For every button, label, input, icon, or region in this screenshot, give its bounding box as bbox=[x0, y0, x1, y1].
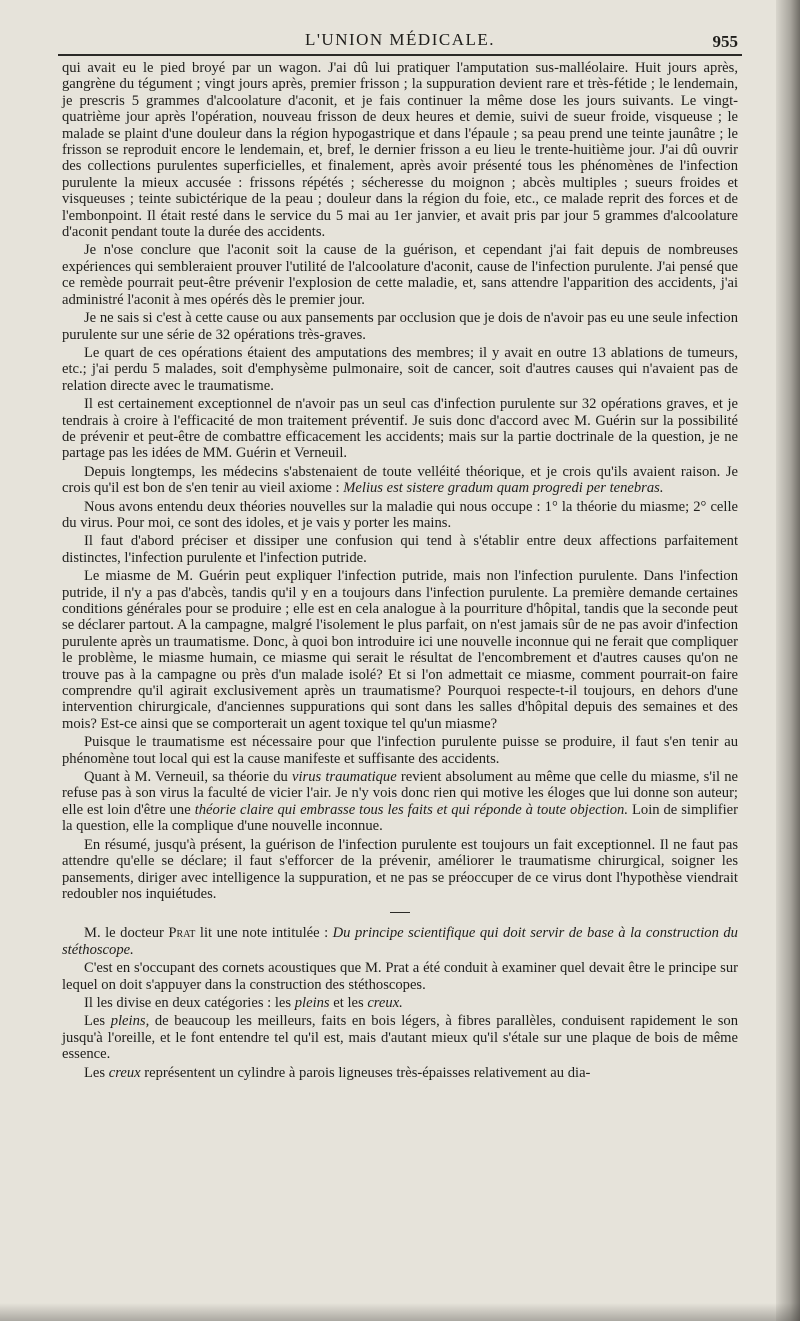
prat-name: Prat bbox=[168, 925, 196, 942]
paragraph-categories bbox=[62, 995, 738, 1011]
paragraph-axiom bbox=[62, 464, 738, 497]
verneuil-e: Loin de simplifier la question, elle la complique d'une nouvelle inconnue. bbox=[62, 801, 738, 835]
axiom-latin: Melius est sistere gradum quam progredi per tenebras. bbox=[343, 480, 664, 497]
journal-title: L'UNION MÉDICALE. bbox=[304, 30, 496, 49]
verneuil-theorie: théorie claire qui embrasse tous les faits et qui réponde à toute objection. bbox=[194, 801, 629, 818]
paragraph-verneuil bbox=[62, 769, 738, 835]
paragraph-miasme: Le miasme de M. Guérin peut expliquer l'infection putride, mais non l'infection purulente. Dans l'infection putride, il n'y a pas d'abcès, tandis qu'il y en a toujours dans l'infection purulente. La première demande certaines conditions générales pour se produire ; elle est en cela analogue à la pourriture d'hôpital, tandis que la seconde peut se déclarer partout. A la campagne, malgré l'isolement le plus parfait, on n'est jamais sûr de ne pas avoir d'infection purulente après un traumatisme. Donc, à quoi bon introduire ici une nouvelle inconnue qui ne ferait que compliquer le problème, le miasme humain, ce miasme qui serait le résultat de l'encombrement et d'autres causes qu'on ne trouve pas à la campagne ou près d'un malade isolé? Et si l'on admettait ce miasme, comment pourrait-on faire comprendre qu'il agirait exclusivement après un traumatisme? Pourquoi respecte-t-il toujours, en dehors d'une intervention chirurgicale, d'anciennes suppurations qui sont dans les salles d'hôpital depuis des semaines et des mois? Est-ce ainsi que se comporterait un agent toxique tel qu'un miasme? bbox=[62, 568, 738, 732]
verneuil-c: revient absolument au même que celle du miasme, s'il ne refuse pas à son virus la faculté de vicier l'air. Je n'y vois donc rien qui motive les éloges que lui donne son auteur; elle est loin d'être une bbox=[62, 769, 738, 818]
prat-title: Du principe scientifique qui doit servir de base à la construction du stéthoscope. bbox=[62, 925, 738, 958]
page-edge-shadow bbox=[776, 0, 800, 1321]
cat-pleins: pleins bbox=[294, 994, 330, 1011]
cat-creux: creux. bbox=[367, 994, 403, 1011]
creux-a: Les bbox=[84, 1064, 109, 1081]
pleins-c: de beaucoup les meilleurs, faits en bois légers, à fibres parallèles, conduisent rapidement le son jusqu'à l'oreille, et le font entendre tel qu'il est, mais d'autant mieux qu'il s'étale sur une plaque de bois de même essence. bbox=[62, 1013, 738, 1063]
creux-word: creux bbox=[108, 1064, 141, 1081]
prat-a: M. le docteur bbox=[84, 925, 169, 942]
axiom-intro: Depuis longtemps, les médecins s'abstenaient de toute velléité théorique, et je crois qu'ils avaient raison. Je crois qu'il est bon de s'en tenir au vieil axiome : bbox=[62, 463, 738, 497]
paragraph-traumatisme: Puisque le traumatisme est nécessaire pour que l'infection purulente puisse se produire, il faut s'en tenir au phénomène tout local qui est la cause manifeste et suffisante des accidents. bbox=[62, 734, 738, 767]
verneuil-virus: virus traumatique bbox=[292, 769, 397, 786]
cat-a: Il les divise en deux catégories : les bbox=[84, 994, 295, 1011]
verneuil-a: Quant à M. Verneuil, sa théorie du bbox=[84, 769, 292, 786]
paragraph-cornets: C'est en s'occupant des cornets acoustiques que M. Prat a été conduit à examiner quel devait être le principe sur lequel on doit s'appuyer dans la construction des stéthoscopes. bbox=[62, 960, 738, 993]
paragraph-aconit-conclusion: Je n'ose conclure que l'aconit soit la cause de la guérison, et cependant j'ai fait depuis de nombreuses expériences qui sembleraient prouver l'utilité de l'alcoolature d'aconit, cause de l'infection purulente. J'ai pensé que ce remède pourrait peut-être prévenir l'explosion de cette maladie, et, sans attendre l'apparition des accidents, j'ai administré l'aconit à mes opérés dès le premier jour. bbox=[62, 242, 738, 308]
header-rule bbox=[58, 54, 742, 56]
running-head bbox=[60, 24, 740, 56]
paragraph-case-report: qui avait eu le pied broyé par un wagon. J'ai dû lui pratiquer l'amputation sus-malléolaire. Huit jours après, gangrène du tégument ; vingt jours après, premier frisson ; la suppuration devient rare et très-fétide ; le lendemain, je prescris 5 grammes d'alcoolature d'aconit, et je fais continuer la même dose les jours suivants. Le vingt-quatrième jour après l'opération, nouveau frisson de deux heures et demie, suivi de sueur froide, visqueuse ; le malade se plaint d'une douleur dans la région hypogastrique et dans l'épaule ; sa peau prend une teinte jaunâtre ; le frisson se reproduit encore le lendemain, et, bref, le dernier frisson a eu lieu le trente-huitième jour. J'ai dû ouvrir des collections purulentes superficielles, et finalement, après avoir présenté tous les phénomènes de l'infection purulente la mieux accusée : frissons répétés ; sécheresse du moignon ; abcès multiples ; sueurs froides et visqueuses ; teinte subictérique de la peau ; douleur dans la région du foie, etc., ce malade reprit des forces et de l'embonpoint. Il était resté dans le service du 5 mai au 1er janvier, et avait pris par jour 5 grammes d'alcoolature d'aconit pendant toute la durée des accidents. bbox=[62, 60, 738, 241]
pleins-a: Les bbox=[84, 1013, 111, 1030]
prat-b: lit une note intitulée : bbox=[195, 925, 333, 942]
section-divider bbox=[390, 912, 410, 913]
paragraph-confusion: Il faut d'abord préciser et dissiper une confusion qui tend à s'établir entre deux affections parfaitement distinctes, l'infection purulente et l'infection putride. bbox=[62, 533, 738, 566]
paragraph-creux bbox=[62, 1065, 738, 1081]
paragraph-occlusion: Je ne sais si c'est à cette cause ou aux pansements par occlusion que je dois de n'avoir pas eu une seule infection purulente sur une série de 32 opérations très-graves. bbox=[62, 310, 738, 343]
paragraph-pleins bbox=[62, 1013, 738, 1062]
pleins-word: pleins, bbox=[110, 1013, 150, 1030]
paragraph-operations: Le quart de ces opérations étaient des amputations des membres; il y avait en outre 13 ablations de tumeurs, etc.; j'ai perdu 5 malades, soit d'emphysème pulmonaire, soit de cancer, soit d'autres causes qui n'avaient pas de relation directe avec le traumatisme. bbox=[62, 344, 738, 394]
paragraph-two-theories: Nous avons entendu deux théories nouvelles sur la maladie qui nous occupe : 1° la théorie du miasme; 2° celle du virus. Pour moi, ce sont des idoles, et je vais y porter les mains. bbox=[62, 498, 738, 531]
paragraph-preventive-treatment: Il est certainement exceptionnel de n'avoir pas un seul cas d'infection purulente sur 32 opérations graves, et je tendrais à croire à l'efficacité de mon traitement préventif. Je suis donc d'accord avec M. Guérin sur la possibilité de prévenir et peut-être de combattre efficacement les accidents; mais sur la partie doctrinale de la question, je ne partage pas les idées de MM. Guérin et Verneuil. bbox=[62, 396, 738, 462]
page-number: 955 bbox=[712, 32, 738, 51]
cat-c: et les bbox=[329, 994, 368, 1011]
creux-c: représentent un cylindre à parois ligneuses très-épaisses relativement au dia- bbox=[140, 1064, 591, 1081]
paragraph-resume: En résumé, jusqu'à présent, la guérison de l'infection purulente est toujours un fait exceptionnel. Il ne faut pas attendre qu'elle se déclare; il faut s'efforcer de la prévenir, améliorer le traumatisme chirurgical, soigner les pansements, diriger avec intelligence la suppuration, et ne pas se préoccuper de ce virus dont l'hypothèse viendrait redoubler nos inquiétudes. bbox=[62, 836, 738, 902]
article-text bbox=[62, 60, 738, 1083]
bottom-edge-shadow bbox=[0, 1303, 800, 1321]
paragraph-prat-note bbox=[62, 925, 738, 958]
